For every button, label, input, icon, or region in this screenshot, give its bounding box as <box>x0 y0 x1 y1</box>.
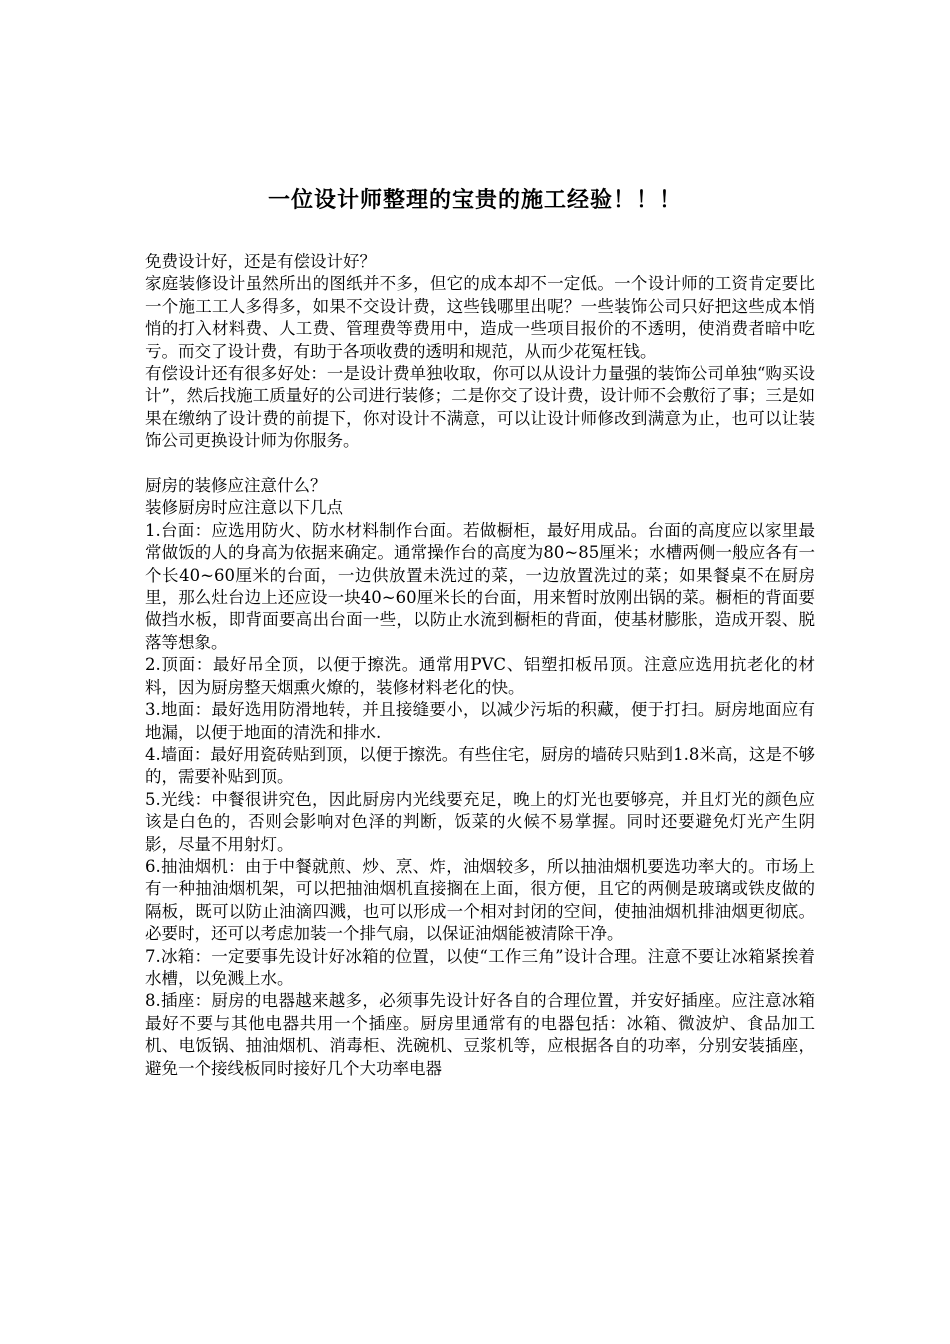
list-item-range-hood: 6.抽油烟机：由于中餐就煎、炒、烹、炸，油烟较多，所以抽油烟机要选功率大的。市场上有一种抽油烟机架，可以把抽油烟机直接搁在上面，很方便，且它的两侧是玻璃或铁皮做的隔板，既可以防止油滴四溅，也可以形成一个相对封闭的空间，使抽油烟机排油烟更彻底。必要时，还可以考虑加装一个排气扇，以保证油烟能被清除干净。 <box>145 856 815 944</box>
list-item-countertop: 1.台面：应选用防火、防水材料制作台面。若做橱柜，最好用成品。台面的高度应以家里最常做饭的人的身高为依据来确定。通常操作台的高度为80~85厘米；水槽两侧一般应各有一个长40~60厘米的台面，一边供放置未洗过的菜，一边放置洗过的菜；如果餐桌不在厨房里，那么灶台边上还应设一块40~60厘米长的台面，用来暂时放刚出锅的菜。橱柜的背面要做挡水板，即背面要高出台面一些，以防止水流到橱柜的背面，使基材膨胀，造成开裂、脱落等想象。 <box>145 520 815 652</box>
section-heading-kitchen: 厨房的装修应注意什么？ <box>145 476 327 496</box>
paragraph-design-fee-cost: 家庭装修设计虽然所出的图纸并不多，但它的成本却不一定低。一个设计师的工资肯定要比一个施工工人多得多，如果不交设计费，这些钱哪里出呢？一些装饰公司只好把这些成本悄悄的打入材料费、人工费、管理费等费用中，造成一些项目报价的不透明，使消费者暗中吃亏。而交了设计费，有助于各项收费的透明和规范，从而少花冤枉钱。 <box>145 274 815 361</box>
section-heading-design-fee: 免费设计好，还是有偿设计好？ <box>145 252 376 271</box>
list-item-sockets: 8.插座：厨房的电器越来越多，必须事先设计好各自的合理位置，并安好插座。应注意冰箱最好不要与其他电器共用一个插座。厨房里通常有的电器包括：冰箱、微波炉、食品加工机、电饭锅、抽油烟机、消毒柜、洗碗机、豆浆机等，应根据各自的功率，分别安装插座，避免一个接线板同时接好几个大功率电器 <box>145 991 815 1078</box>
list-item-wall: 4.墙面：最好用瓷砖贴到顶，以便于擦洗。有些住宅，厨房的墙砖只贴到1.8米高，这是不够的，需要补贴到顶。 <box>145 744 815 787</box>
document-body <box>145 251 815 1080</box>
list-item-ceiling: 2.顶面：最好吊全顶，以便于擦洗。通常用PVC、铝塑扣板吊顶。注意应选用抗老化的材料，因为厨房整天烟熏火燎的，装修材料老化的快。 <box>145 655 815 697</box>
paragraph-design-fee-benefits: 有偿设计还有很多好处：一是设计费单独收取，你可以从设计力量强的装饰公司单独“购买设计”，然后找施工质量好的公司进行装修；二是你交了设计费，设计师不会敷衍了事；三是如果在缴纳了设计费的前提下，你对设计不满意，可以让设计师修改到满意为止，也可以让装饰公司更换设计师为你服务。 <box>145 364 815 451</box>
list-item-refrigerator: 7.冰箱：一定要事先设计好冰箱的位置，以使“工作三角”设计合理。注意不要让冰箱紧挨着水槽，以免溅上水。 <box>145 946 815 988</box>
paragraph-spacer <box>145 453 815 475</box>
list-item-lighting: 5.光线：中餐很讲究色，因此厨房内光线要充足，晚上的灯光也要够亮，并且灯光的颜色应该是白色的，否则会影响对色泽的判断，饭菜的火候不易掌握。同时还要避免灯光产生阴影，尽量不用射灯。 <box>145 789 815 854</box>
paragraph-kitchen-intro: 装修厨房时应注意以下几点 <box>145 498 343 518</box>
document-title: 一位设计师整理的宝贵的施工经验！！！ <box>267 187 682 213</box>
list-item-floor: 3.地面：最好选用防滑地转，并且接缝要小，以减少污垢的积藏，便于打扫。厨房地面应有地漏，以便于地面的清洗和排水. <box>145 700 815 742</box>
